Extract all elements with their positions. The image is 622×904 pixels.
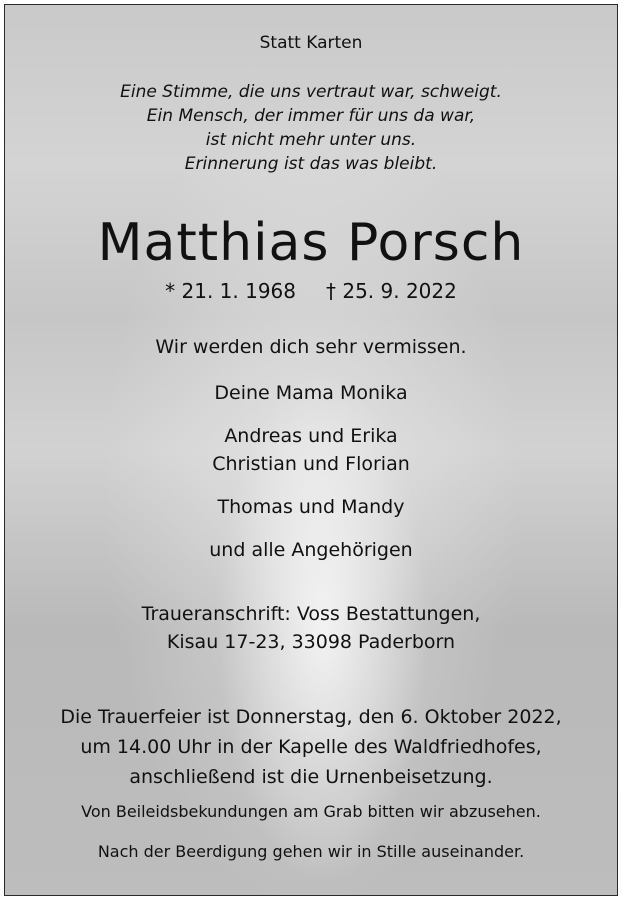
family-member: Andreas und Erika [224,425,398,447]
death-date: † 25. 9. 2022 [326,279,457,303]
family-member: Deine Mama Monika [214,382,408,404]
ceremony-info: um 14.00 Uhr in der Kapelle des Waldfriedhofes, [80,736,542,758]
birth-date: * 21. 1. 1968 [165,279,296,303]
closing-note: Nach der Beerdigung gehen wir in Stille auseinander. [97,842,525,861]
ceremony-info: Die Trauerfeier ist Donnerstag, den 6. Oktober 2022, [60,706,562,728]
family-member: und alle Angehörigen [209,539,413,561]
life-dates [5,281,617,301]
obituary-notice [4,4,618,896]
mourning-address: Kisau 17-23, 33098 Paderborn [166,631,456,653]
family-member: Christian und Florian [212,453,410,475]
header-text: Statt Karten [259,33,363,53]
condolence-note: Von Beileidsbekundungen am Grab bitten wir abzusehen. [81,802,541,821]
farewell-message: Wir werden dich sehr vermissen. [155,336,467,358]
family-member: Thomas und Mandy [217,496,405,518]
poem-line: ist nicht mehr unter uns. [205,130,417,150]
poem-line: Ein Mensch, der immer für uns da war, [146,106,476,126]
mourning-address: Traueranschrift: Voss Bestattungen, [141,603,481,625]
poem-line: Eine Stimme, die uns vertraut war, schweigt. [120,82,502,102]
ceremony-info: anschließend ist die Urnenbeisetzung. [129,766,493,788]
deceased-name: Matthias Porsch [97,213,525,273]
poem-line: Erinnerung ist das was bleibt. [184,154,438,174]
